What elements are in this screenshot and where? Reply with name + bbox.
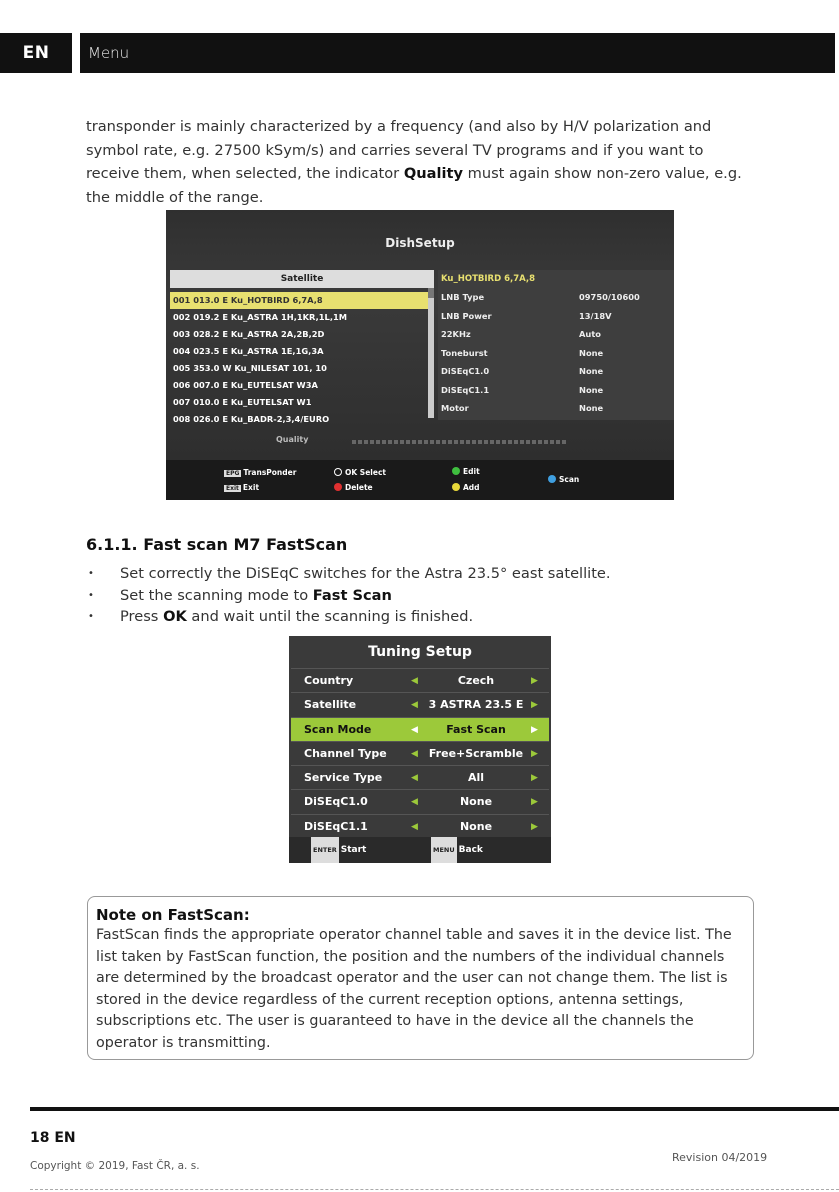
property-row: 22KHz Auto: [441, 329, 601, 339]
arrow-right-icon: ▶: [531, 821, 538, 832]
list-item: • Set correctly the DiSEqC switches for the Astra 23.5° east satellite.: [86, 563, 756, 585]
dish-setup-title: DishSetup: [385, 236, 455, 250]
start-hint: ENTER Start: [311, 837, 366, 863]
property-row: LNB Power 13/18V: [441, 310, 612, 321]
arrow-right-icon: ▶: [531, 700, 538, 711]
quality-bar: [352, 440, 568, 444]
green-button-icon: [452, 467, 460, 475]
satellite-item: 004 023.5 E Ku_ASTRA 1E,1G,3A: [173, 346, 324, 356]
intro-text: transponder is mainly characterized by a frequency (and also by H/V polarization and symbol rate, e.g. 27500 kSym/s) and carries several TV programs and if you want to receive them, when selected, the indicator: [86, 118, 712, 182]
ok-select-hint: OK Select: [334, 468, 386, 477]
tuning-row-scan-mode: Scan Mode ◀ Fast Scan ▶: [291, 717, 549, 741]
footer-divider: [30, 1107, 839, 1111]
list-scrollbar-thumb: [428, 288, 434, 298]
intro-bold: Quality: [403, 165, 463, 182]
selected-satellite-name: Ku_HOTBIRD 6,7A,8: [441, 274, 536, 284]
red-button-icon: [334, 483, 342, 491]
section-heading: 6.1.1. Fast scan M7 FastScan: [86, 535, 348, 554]
arrow-right-icon: ▶: [531, 773, 538, 784]
property-row: DiSEqC1.1 None: [441, 384, 604, 395]
tuning-row-channel-type: Channel Type ◀ Free+Scramble ▶: [291, 741, 549, 765]
list-scrollbar: [428, 288, 434, 418]
arrow-left-icon: ◀: [411, 821, 418, 832]
satellite-item: 003 028.2 E Ku_ASTRA 2A,2B,2D: [173, 329, 325, 339]
property-row: LNB Type 09750/10600: [441, 292, 640, 302]
quality-label: Quality: [276, 435, 309, 444]
tuning-row-diseqc11: DiSEqC1.1 ◀ None ▶: [291, 814, 549, 838]
satellite-item: 002 019.2 E Ku_ASTRA 1H,1KR,1L,1M: [173, 312, 347, 322]
tuning-setup-screenshot: [289, 636, 551, 863]
arrow-right-icon: ▶: [531, 676, 538, 686]
arrow-left-icon: ◀: [411, 773, 418, 784]
satellite-properties: [438, 270, 674, 420]
intro-text-end: must again show non-zero value, e.g. the middle of the range.: [86, 165, 742, 206]
satellite-item: 008 026.0 E Ku_BADR-2,3,4/EURO: [173, 414, 330, 424]
blue-button-icon: [548, 475, 556, 483]
arrow-left-icon: ◀: [411, 700, 418, 711]
tuning-setup-title: Tuning Setup: [368, 644, 472, 660]
satellite-list: [170, 270, 434, 424]
dish-setup-footer: [166, 460, 674, 500]
property-row: Motor None: [441, 403, 604, 413]
copyright: Copyright © 2019, Fast ČR, a. s.: [30, 1160, 200, 1172]
trim-line: [30, 1189, 839, 1190]
satellite-item: 007 010.0 E Ku_EUTELSAT W1: [173, 397, 312, 407]
arrow-left-icon: ◀: [411, 724, 418, 735]
arrow-right-icon: ▶: [531, 724, 538, 735]
property-row: Toneburst None: [441, 347, 604, 358]
tuning-row-satellite: Satellite ◀ 3 ASTRA 23.5 E ▶: [291, 692, 549, 716]
delete-hint: Delete: [334, 483, 373, 492]
satellite-list-header: Satellite: [170, 270, 434, 288]
satellite-item: 006 007.0 E Ku_EUTELSAT W3A: [173, 380, 318, 390]
tuning-setup-footer: [289, 837, 551, 863]
dish-setup-screenshot: [166, 210, 674, 500]
list-item: • Press OK and wait until the scanning is finished.: [86, 606, 756, 628]
edit-hint: Edit: [452, 467, 480, 476]
arrow-left-icon: ◀: [411, 748, 418, 759]
scan-hint: Scan: [548, 475, 579, 484]
tuning-row-country: Country ◀ Czech ▶: [291, 668, 549, 692]
revision: Revision 04/2019: [672, 1151, 768, 1164]
arrow-right-icon: ▶: [531, 797, 538, 808]
satellite-item: 005 353.0 W Ku_NILESAT 101, 10: [173, 363, 327, 373]
language-badge: EN: [0, 33, 72, 73]
property-row: DiSEqC1.0 None: [441, 366, 604, 376]
page-header: [0, 33, 839, 73]
transponder-hint: EPG TransPonder: [226, 468, 297, 477]
yellow-button-icon: [452, 483, 460, 491]
add-hint: Add: [452, 483, 480, 492]
tuning-row-service-type: Service Type ◀ All ▶: [291, 765, 549, 789]
exit-hint: Exit Exit: [226, 483, 260, 492]
arrow-right-icon: ▶: [531, 748, 538, 759]
note-title: Note on FastScan:: [96, 906, 250, 924]
list-item: • Set the scanning mode to Fast Scan: [86, 585, 756, 607]
note-body: FastScan finds the appropriate operator channel table and saves it in the device list. The list taken by FastScan function, the position and the numbers of the individual channels are determined by the broadcast operator and the user can not change them. The list is stored in the device regardless of the current reception options, antenna settings, subscriptions etc. The user is guaranteed to have in the device all the channels the operator is transmitting.: [96, 927, 732, 1051]
tuning-row-diseqc10: DiSEqC1.0 ◀ None ▶: [291, 789, 549, 813]
instruction-list: [86, 563, 756, 628]
section-title: Menu: [80, 33, 835, 73]
arrow-left-icon: ◀: [411, 676, 418, 686]
arrow-left-icon: ◀: [411, 797, 418, 808]
back-hint: MENU Back: [431, 837, 483, 863]
intro-paragraph: [86, 115, 756, 209]
satellite-item: 001 013.0 E Ku_HOTBIRD 6,7A,8: [170, 292, 434, 309]
ok-icon: [334, 468, 342, 476]
page-number: 18 EN: [30, 1130, 76, 1146]
note-box: [87, 896, 754, 1060]
